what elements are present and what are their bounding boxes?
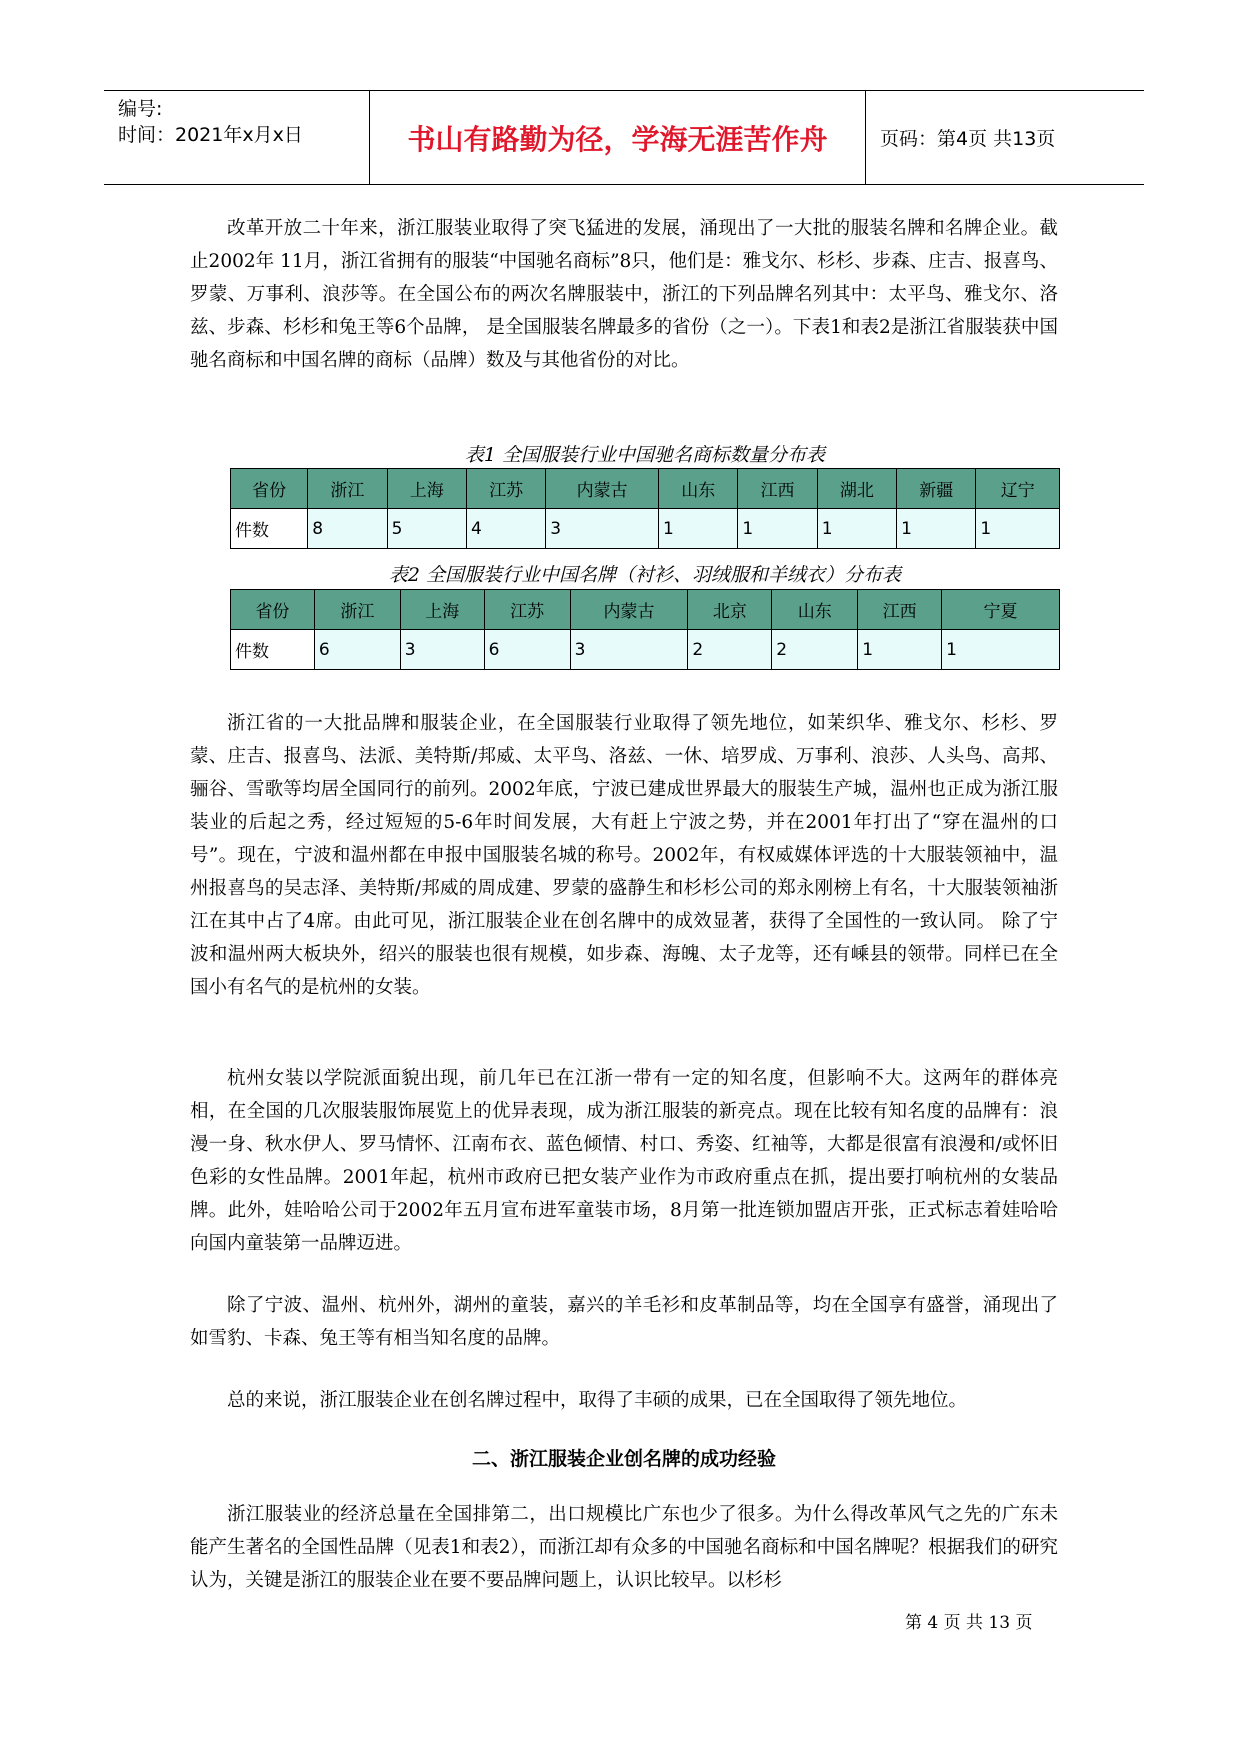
table2-province-cell: 江苏 (484, 590, 570, 630)
table1-header-row (231, 469, 1060, 509)
table1-count-cell: 1 (738, 509, 817, 549)
table2-province-cell: 北京 (688, 590, 772, 630)
table2-count-cell: 2 (688, 630, 772, 670)
table1-count-cell: 8 (308, 509, 387, 549)
table2-province-cell: 宁夏 (942, 590, 1060, 630)
section-heading: 二、浙江服装企业创名牌的成功经验 (471, 1448, 776, 1470)
table2-caption: 表2 全国服装行业中国名牌（衬衫、羽绒服和羊绒衣）分布表 (388, 564, 902, 586)
paragraph-summary: 总的来说，浙江服装企业在创名牌过程中，取得了丰硕的成果，已在全国取得了领先地位。 (227, 1390, 968, 1411)
page-header (104, 90, 1144, 185)
table2-count-cell: 1 (942, 630, 1060, 670)
page-footer: 第 4 页 共 13 页 (905, 1613, 1033, 1633)
table2-province-cell: 江西 (858, 590, 942, 630)
document-time-label: 时间：2021年x月x日 (118, 124, 303, 146)
table2-count-cell: 1 (858, 630, 942, 670)
table1-count-cell: 1 (659, 509, 738, 549)
header-left-cell (104, 91, 370, 184)
paragraph-other-cities: 除了宁波、温州、杭州外，湖州的童装，嘉兴的羊毛衫和皮革制品等，均在全国享有盛誉，涌现出了如雪豹、卡森、兔王等有相当知名度的品牌。 (190, 1295, 1058, 1349)
table1-count-cell: 3 (546, 509, 659, 549)
table2-header-row (231, 590, 1060, 630)
table1-count-cell: 1 (976, 509, 1060, 549)
table1-count-label: 件数 (231, 509, 308, 549)
table2-count-row (231, 630, 1060, 670)
table2-province-cell: 内蒙古 (570, 590, 688, 630)
document-number-label: 编号: (118, 98, 163, 120)
table1-province-cell: 新疆 (897, 469, 976, 509)
table-china-brands (230, 589, 1060, 670)
table1-province-cell: 江西 (738, 469, 817, 509)
table2-count-cell: 2 (772, 630, 858, 670)
table1-count-row (231, 509, 1060, 549)
table1-province-cell: 湖北 (817, 469, 896, 509)
table1-province-cell: 内蒙古 (546, 469, 659, 509)
table1-province-cell: 上海 (387, 469, 466, 509)
table2-province-cell: 浙江 (314, 590, 400, 630)
table2-count-cell: 6 (484, 630, 570, 670)
table1-province-cell: 山东 (659, 469, 738, 509)
table2-row-label: 省份 (231, 590, 315, 630)
table1-count-cell: 4 (466, 509, 545, 549)
table2-province-cell: 山东 (772, 590, 858, 630)
paragraph-experience: 浙江服装业的经济总量在全国排第二，出口规模比广东也少了很多。为什么得改革风气之先的广东未能产生著名的全国性品牌（见表1和表2），而浙江却有众多的中国驰名商标和中国名牌呢？根据我们的研究认为，关键是浙江的服装企业在要不要品牌问题上，认识比较早。以杉杉 (190, 1504, 1058, 1591)
table2-count-cell: 3 (400, 630, 484, 670)
table1-count-cell: 1 (817, 509, 896, 549)
paragraph-intro: 改革开放二十年来，浙江服装业取得了突飞猛进的发展，涌现出了一大批的服装名牌和名牌企业。截止2002年 11月，浙江省拥有的服装“中国驰名商标”8只，他们是：雅戈尔、杉杉、步森、庄吉、报喜鸟、罗蒙、万事利、浪莎等。在全国公布的两次名牌服装中，浙江的下列品牌名列其中：太平鸟、雅戈尔、洛兹、步森、杉杉和兔王等6个品牌， 是全国服装名牌最多的省份（之一）。下表1和表2是浙江省服装获中国驰名商标和中国名牌的商标（品牌）数及与其他省份的对比。 (190, 218, 1058, 371)
table1-province-cell: 辽宁 (976, 469, 1060, 509)
header-motto: 书山有路勤为径，学海无涯苦作舟 (370, 91, 866, 184)
table2-count-cell: 6 (314, 630, 400, 670)
paragraph-brands: 浙江省的一大批品牌和服装企业，在全国服装行业取得了领先地位，如茉织华、雅戈尔、杉杉、罗蒙、庄吉、报喜鸟、法派、美特斯/邦威、太平鸟、洛兹、一休、培罗成、万事利、浪莎、人头鸟、高邦、骊谷、雪歌等均居全国同行的前列。2002年底，宁波已建成世界最大的服装生产城，温州也正成为浙江服装业的后起之秀，经过短短的5-6年时间发展，大有赶上宁波之势，并在2001年打出了“穿在温州的口号”。现在，宁波和温州都在申报中国服装名城的称号。2002年，有权威媒体评选的十大服装领袖中，温州报喜鸟的吴志泽、美特斯/邦威的周成建、罗蒙的盛静生和杉杉公司的郑永刚榜上有名，十大服装领袖浙江在其中占了4席。由此可见，浙江服装企业在创名牌中的成效显著，获得了全国性的一致认同。 除了宁波和温州两大板块外，绍兴的服装也很有规模，如步森、海魄、太子龙等，还有嵊县的领带。同样已在全国小有名气的是杭州的女装。 (190, 713, 1058, 998)
table1-count-cell: 1 (897, 509, 976, 549)
table2-count-label: 件数 (231, 630, 315, 670)
table1-caption: 表1 全国服装行业中国驰名商标数量分布表 (464, 444, 826, 466)
paragraph-hangzhou: 杭州女装以学院派面貌出现，前几年已在江浙一带有一定的知名度，但影响不大。这两年的群体亮相，在全国的几次服装服饰展览上的优异表现，成为浙江服装的新亮点。现在比较有知名度的品牌有：浪漫一身、秋水伊人、罗马情怀、江南布衣、蓝色倾情、村口、秀姿、红袖等，大都是很富有浪漫和/或怀旧色彩的女性品牌。2001年起，杭州市政府已把女装产业作为市政府重点在抓，提出要打响杭州的女装品牌。此外，娃哈哈公司于2002年五月宣布进军童装市场，8月第一批连锁加盟店开张，正式标志着娃哈哈向国内童装第一品牌迈进。 (190, 1068, 1058, 1254)
table1-row-label: 省份 (231, 469, 308, 509)
table-famous-trademarks (230, 468, 1060, 549)
header-page-info: 页码：第4页 共13页 (880, 128, 1056, 150)
table1-count-cell: 5 (387, 509, 466, 549)
table1-province-cell: 江苏 (466, 469, 545, 509)
table2-province-cell: 上海 (400, 590, 484, 630)
table2-count-cell: 3 (570, 630, 688, 670)
table1-province-cell: 浙江 (308, 469, 387, 509)
